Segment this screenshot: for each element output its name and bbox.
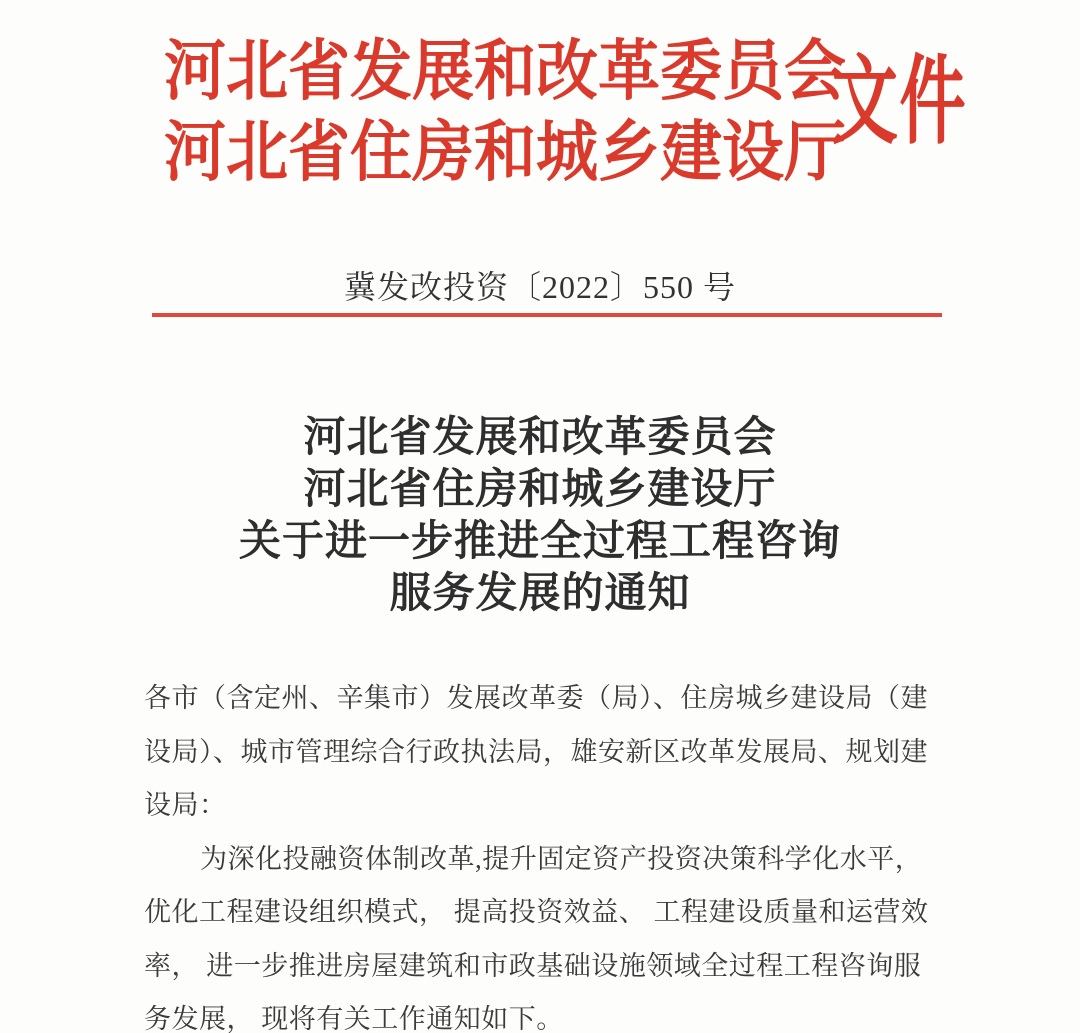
- letterhead-org-line-2: 河北省住房和城乡建设厅: [163, 117, 846, 190]
- paragraph-line: 优化工程建设组织模式， 提高投资效益、 工程建设质量和运营效: [144, 897, 929, 927]
- red-divider-rule: [152, 313, 942, 317]
- letterhead: [0, 0, 1080, 214]
- title-line-2: 河北省住房和城乡建设厅: [303, 467, 777, 513]
- paragraph-line: 率， 进一步推进房屋建筑和市政基础设施领域全过程工程咨询服: [144, 950, 922, 981]
- title-line-4: 服务发展的通知: [389, 571, 691, 617]
- document-body: [144, 672, 939, 1033]
- letterhead-org-block: [160, 30, 850, 192]
- letterhead-document-word: 文件: [831, 48, 967, 156]
- document-number: 冀发改投资〔2022〕550 号: [343, 269, 736, 305]
- address-line: 设局）、城市管理综合行政执法局，雄安新区改革发展局、规划建: [144, 736, 928, 767]
- letterhead-org-line-1: 河北省发展和改革委员会: [163, 36, 846, 109]
- title-line-3: 关于进一步推进全过程工程咨询: [238, 519, 841, 565]
- address-line: 设局：: [144, 790, 227, 820]
- paragraph-line: 为深化投融资体制改革,提升固定资产投资决策科学化水平，: [200, 843, 923, 874]
- address-line: 各市（含定州、辛集市）发展改革委（局）、住房城乡建设局（建: [144, 683, 928, 713]
- title-line-1: 河北省发展和改革委员会: [303, 415, 777, 461]
- paragraph-line: 务发展， 现将有关工作通知如下。: [144, 1004, 564, 1033]
- document-title: [0, 412, 1080, 620]
